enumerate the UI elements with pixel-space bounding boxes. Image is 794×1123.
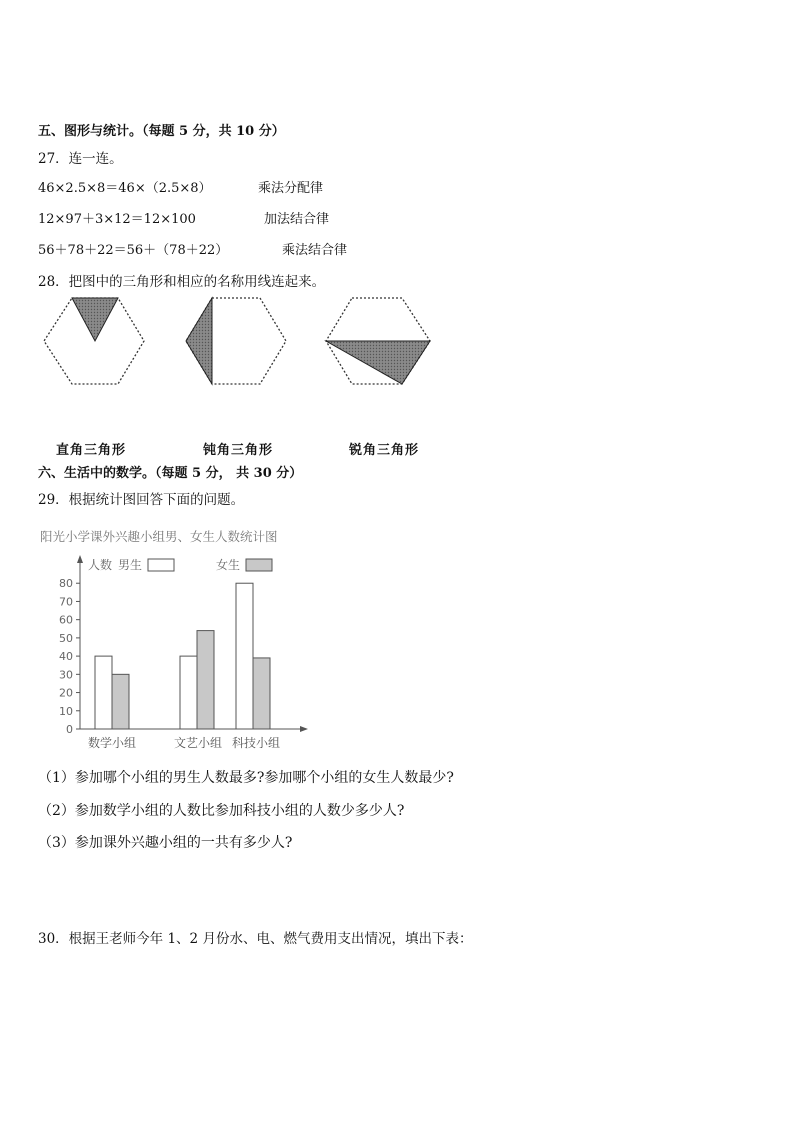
y-tick-label: 60 [59,613,73,627]
section-6-title: 六、生活中的数学。（每题 5 分， 共 30 分） [38,466,303,481]
chart-labels [88,735,280,750]
bar [236,583,253,729]
chart-bars [95,583,270,729]
q27-title: 27．连一连。 [38,151,123,167]
triangle-3 [326,341,430,384]
q28-title: 28．把图中的三角形和相应的名称用线连起来。 [38,274,326,290]
x-axis-arrow [300,726,308,732]
q30-title: 30．根据王老师今年 1、2 月份水、电、燃气费用支出情况，填出下表： [38,931,473,947]
q27-expr-3: 56＋78＋22＝56＋（78＋22） [38,243,229,258]
hexagon-3 [326,298,430,384]
triangle-1 [72,298,118,341]
y-tick-label: 0 [66,723,73,736]
y-tick-label: 40 [59,650,73,664]
category-label: 数学小组 [87,736,137,750]
bar [253,658,270,729]
y-tick-label: 30 [59,668,73,682]
legend-swatch [246,559,272,571]
q29-sub-1: （1）参加哪个小组的男生人数最多?参加哪个小组的女生人数最少? [38,770,454,786]
chart-ylabel: 人数 [88,558,113,572]
chart-title: 阳光小学课外兴趣小组男、女生人数统计图 [40,529,278,544]
chart-legend [118,557,272,572]
label-right-triangle: 直角三角形 [56,443,127,458]
legend-label: 男生 [118,558,143,572]
q29-sub-2: （2）参加数学小组的人数比参加科技小组的人数少多少人? [38,803,405,819]
q29-title: 29．根据统计图回答下面的问题。 [38,492,245,508]
bar [180,656,197,729]
bar-chart [40,545,340,760]
triangle-2 [186,298,212,384]
q27-law-2: 加法结合律 [264,212,330,227]
y-tick-label: 50 [59,631,73,645]
category-label: 科技小组 [231,736,281,750]
hexagon-figures [30,290,450,400]
legend-swatch [148,559,174,571]
y-tick-label: 80 [59,577,73,591]
legend-label: 女生 [216,558,241,572]
y-tick-label: 10 [59,704,73,718]
hexagon-2 [186,298,286,384]
q27-expr-1: 46×2.5×8＝46×（2.5×8） [38,181,212,196]
q27-law-1: 乘法分配律 [258,181,324,196]
bar [112,674,129,729]
q27-law-3: 乘法结合律 [282,243,348,258]
q27-expr-2: 12×97＋3×12＝12×100 [38,212,196,227]
y-tick-label: 20 [59,686,73,700]
bar [95,656,112,729]
category-label: 文艺小组 [173,736,223,750]
label-obtuse-triangle: 钝角三角形 [203,443,274,458]
bar [197,631,214,729]
section-5-title: 五、图形与统计。（每题 5 分，共 10 分） [38,124,285,139]
label-acute-triangle: 锐角三角形 [349,443,420,458]
y-tick-label: 70 [59,595,73,609]
hexagon-1 [44,298,144,384]
q29-sub-3: （3）参加课外兴趣小组的一共有多少人? [38,835,293,851]
y-axis-arrow [77,555,83,563]
